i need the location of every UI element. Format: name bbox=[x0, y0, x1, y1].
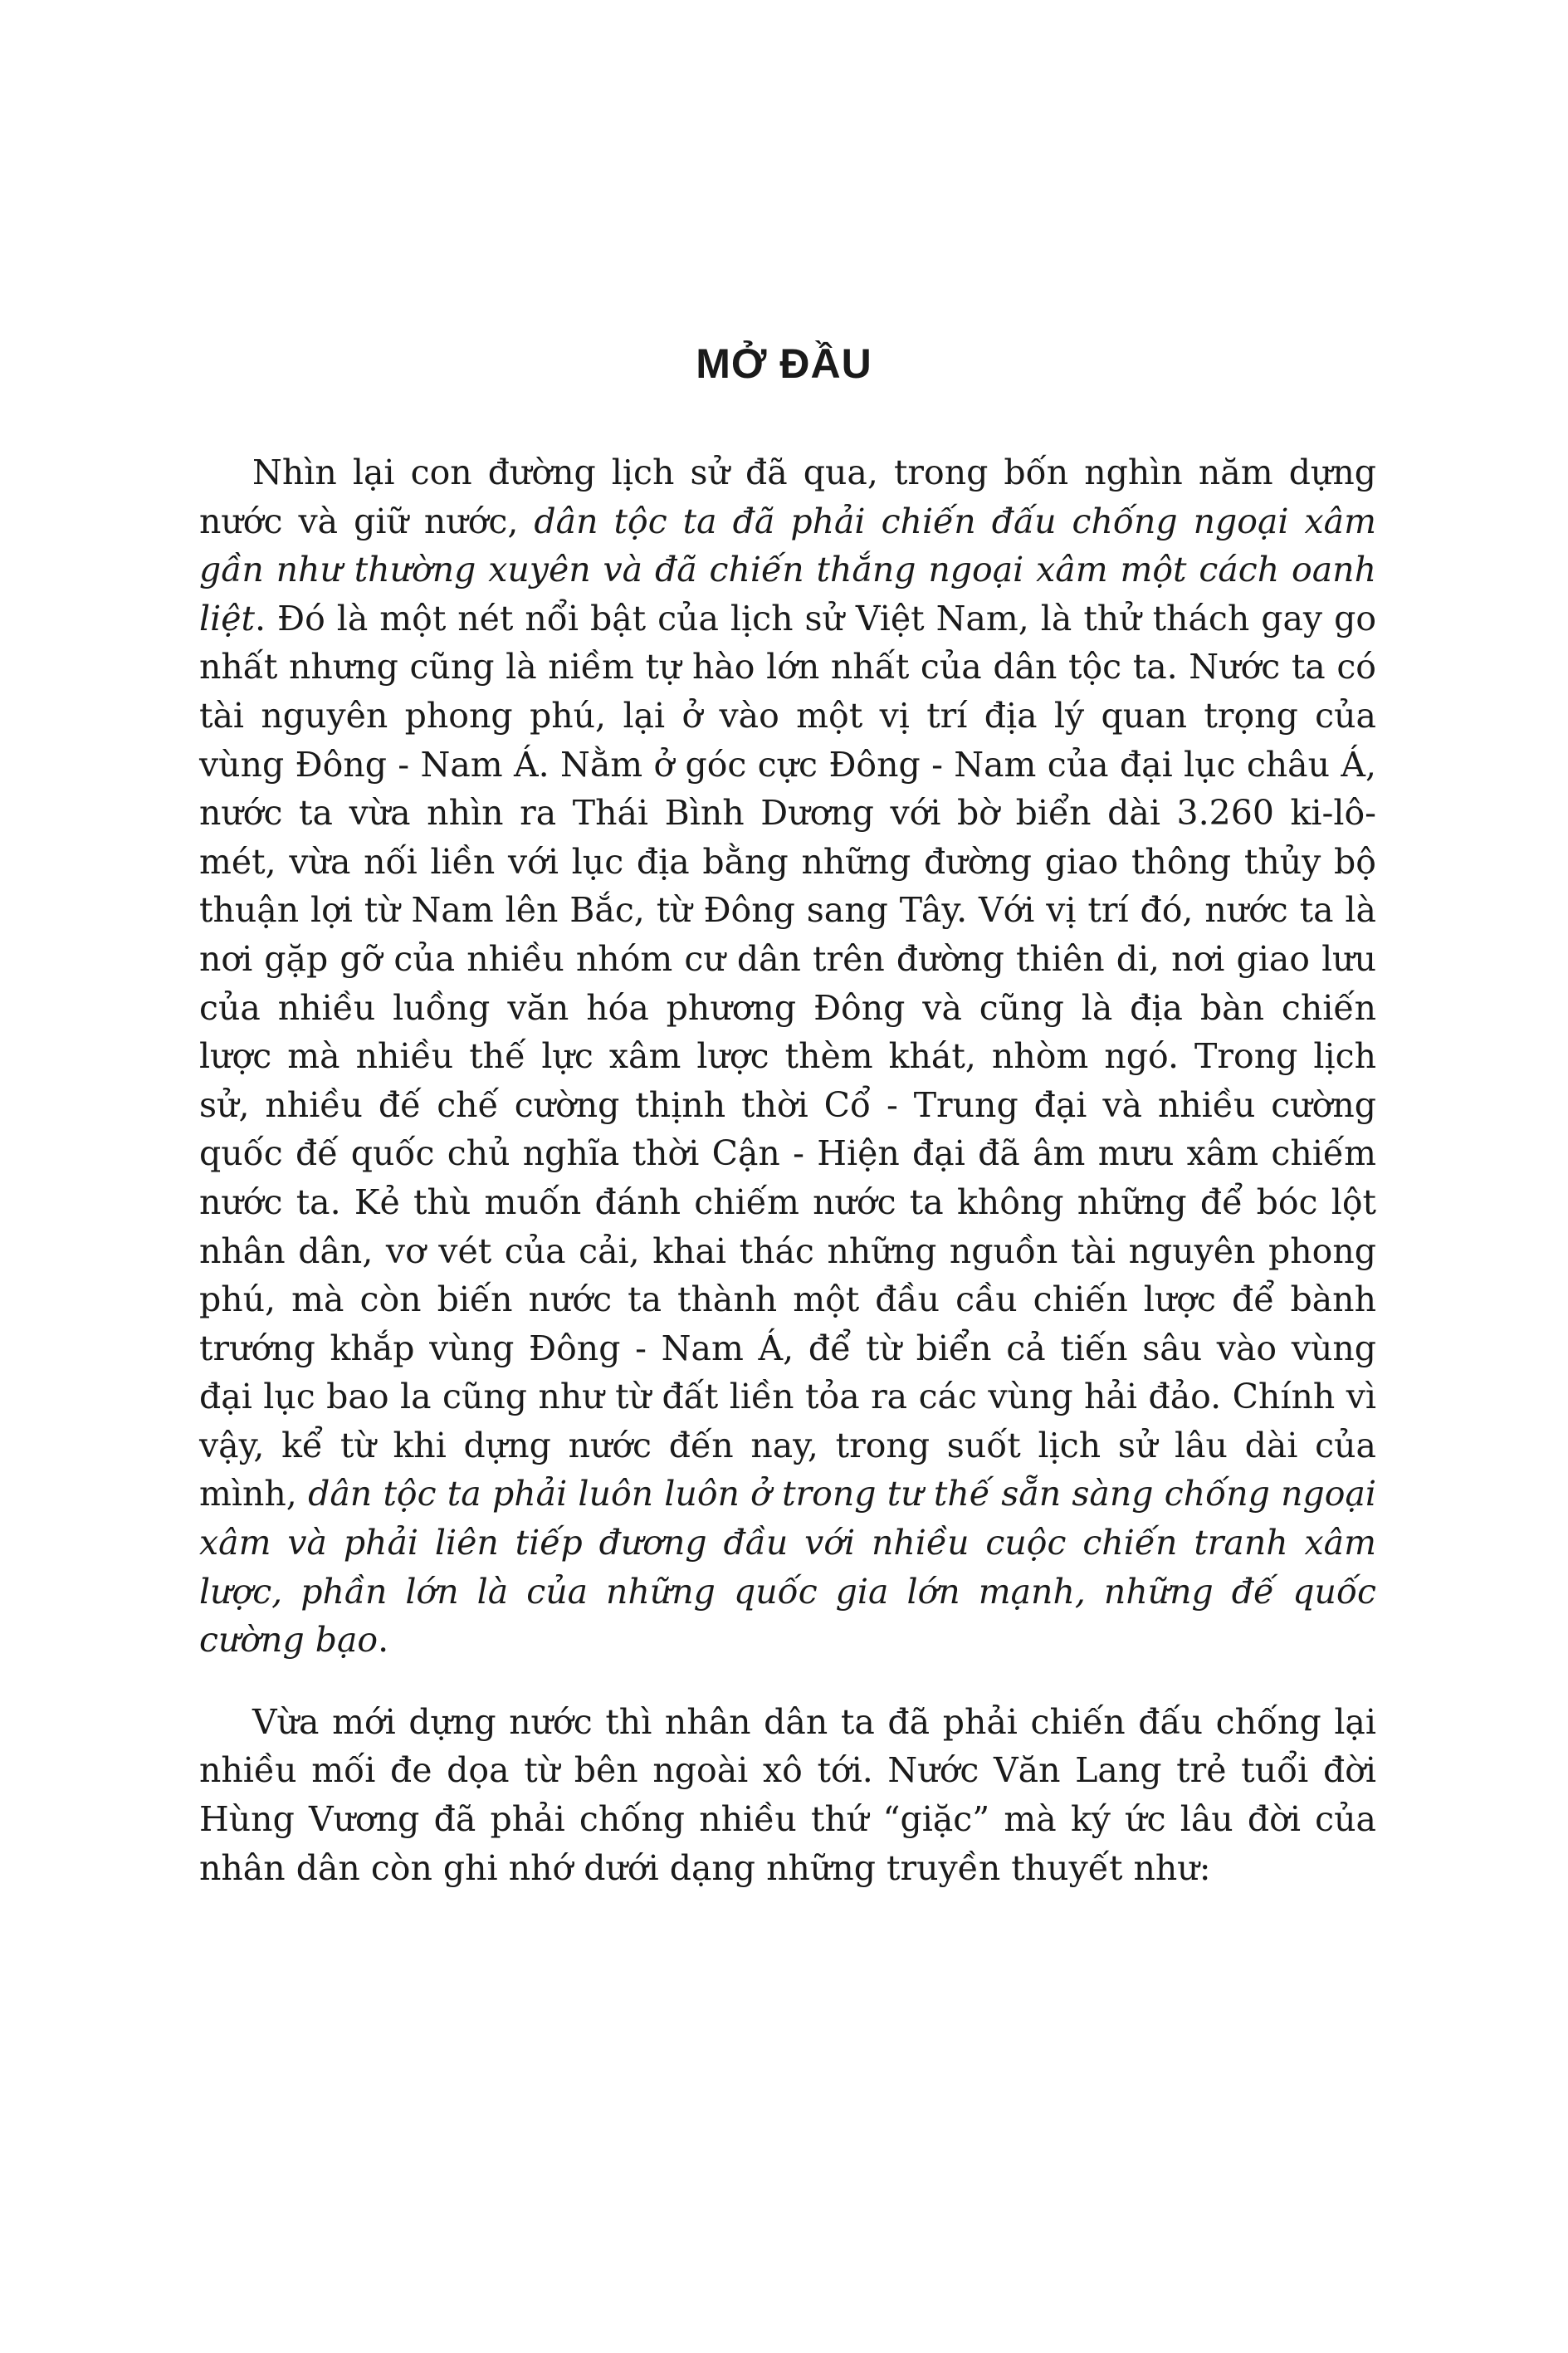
body-text bbox=[199, 448, 1376, 1892]
paragraph-1-text-3: . bbox=[378, 1620, 389, 1661]
paragraph-2: Vừa mới dựng nước thì nhân dân ta đã phải chiến đấu chống lại nhiều mối đe dọa từ bên ngoài xô tới. Nước Văn Lang trẻ tuổi đời Hùng Vương đã phải chống nhiều thứ “giặc” mà ký ức lâu đời của nhân dân còn ghi nhớ dưới dạng những truyền thuyết như: bbox=[199, 1701, 1376, 1888]
paragraph-1 bbox=[199, 448, 1376, 1665]
paragraph-1-italic-2: dân tộc ta phải luôn luôn ở trong tư thế sẵn sàng chống ngoại xâm và phải liên tiếp đương đầu với nhiều cuộc chiến tranh xâm lược, phần lớn là của những quốc gia lớn mạnh, những đế quốc cường bạo bbox=[199, 1474, 1377, 1661]
paragraph-1-text-2: . Đó là một nét nổi bật của lịch sử Việt Nam, là thử thách gay go nhất nhưng cũng là niềm tự hào lớn nhất của dân tộc ta. Nước ta có tài nguyên phong phú, lại ở vào một vị trí địa lý quan trọng của vùng Đông - Nam Á. Nằm ở góc cực Đông - Nam của đại lục châu Á, nước ta vừa nhìn ra Thái Bình Dương với bờ biển dài 3.260 ki-lô-mét, vừa nối liền với lục địa bằng những đường giao thông thủy bộ thuận lợi từ Nam lên Bắc, từ Đông sang Tây. Với vị trí đó, nước ta là nơi gặp gỡ của nhiều nhóm cư dân trên đường thiên di, nơi giao lưu của nhiều luồng văn hóa phương Đông và cũng là địa bàn chiến lược mà nhiều thế lực xâm lược thèm khát, nhòm ngó. Trong lịch sử, nhiều đế chế cường thịnh thời Cổ - Trung đại và nhiều cường quốc đế quốc chủ nghĩa thời Cận - Hiện đại đã âm mưu xâm chiếm nước ta. Kẻ thù muốn đánh chiếm nước ta không những để bóc lột nhân dân, vơ vét của cải, khai thác những nguồn tài nguyên phong phú, mà còn biến nước ta thành một đầu cầu chiến lược để bành trướng khắp vùng Đông - Nam Á, để từ biển cả tiến sâu vào vùng đại lục bao la cũng như từ đất liền tỏa ra các vùng hải đảo. Chính vì vậy, kể từ khi dựng nước đến nay, trong suốt lịch sử lâu dài của mình, bbox=[199, 598, 1376, 1514]
paragraph-1-italic-1: dân tộc ta đã phải chiến đấu chống ngoại xâm gần như thường xuyên và đã chiến thắng ngoại xâm một cách oanh liệt bbox=[199, 501, 1376, 638]
paragraph-1-text-1: Nhìn lại con đường lịch sử đã qua, trong bốn nghìn năm dựng nước và giữ nước, bbox=[199, 452, 1376, 541]
chapter-title: MỞ ĐẦU bbox=[696, 340, 872, 387]
